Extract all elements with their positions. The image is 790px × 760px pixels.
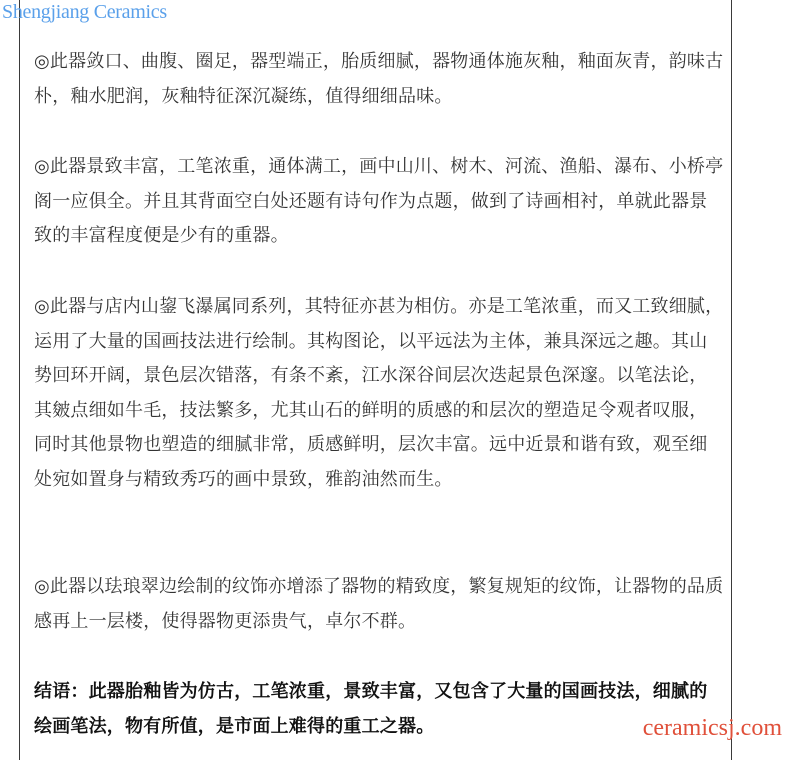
description-paragraph-enamel: ◎此器以珐琅翠边绘制的纹饰亦增添了器物的精致度，繁复规矩的纹饰，让器物的品质感再上一层楼，使得器物更添贵气，卓尔不群。 xyxy=(34,576,724,632)
conclusion-paragraph: 结语：此器胎釉皆为仿古，工笔浓重，景致丰富，又包含了大量的国画技法，细腻的绘画笔法，物有所值，是市面上难得的重工之器。 xyxy=(34,681,708,737)
watermark-logo-text: Shengjiang Ceramics xyxy=(2,1,167,23)
description-paragraph-technique: ◎此器与店内山鋆飞瀑属同系列，其特征亦甚为相仿。亦是工笔浓重，而又工致细腻，运用了大量的国画技法进行绘制。其构图论，以平远法为主体，兼具深远之趣。其山势回环开阔，景色层次错落，有条不紊，江水深谷间层次迭起景色深邃。以笔法论，其皴点细如牛毛，技法繁多，尤其山石的鲜明的质感的和层次的塑造足令观者叹服，同时其他景物也塑造的细腻非常，质感鲜明，层次丰富。远中近景和谐有致，观至细处宛如置身与精致秀巧的画中景致，雅韵油然而生。 xyxy=(34,296,724,490)
description-paragraph-scenery: ◎此器景致丰富，工笔浓重，通体满工，画中山川、树木、河流、渔船、瀑布、小桥亭阁一应俱全。并且其背面空白处还题有诗句作为点题，做到了诗画相衬，单就此器景致的丰富程度便是少有的重器。 xyxy=(34,156,724,246)
watermark-website: ceramicsj.com xyxy=(642,715,782,741)
description-paragraph-glaze: ◎此器敛口、曲腹、圈足，器型端正，胎质细腻，器物通体施灰釉，釉面灰青，韵味古朴，釉水肥润，灰釉特征深沉凝练，值得细细品味。 xyxy=(34,51,724,107)
